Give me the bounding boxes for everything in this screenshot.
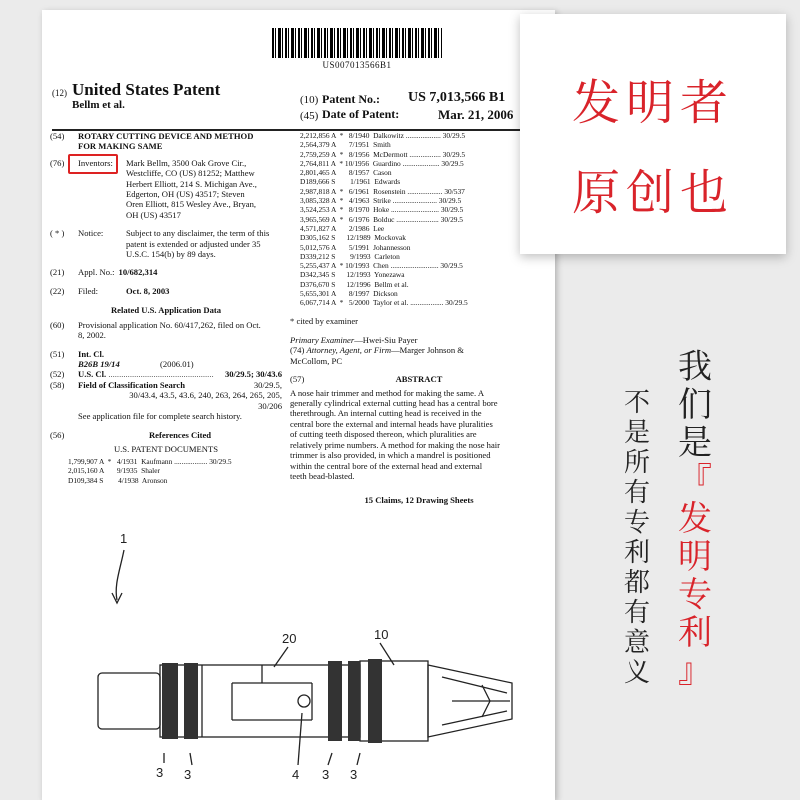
notice-label: Notice: bbox=[78, 228, 104, 239]
slogan-char: 不 bbox=[624, 388, 651, 418]
appl-number: 10/682,314 bbox=[118, 267, 158, 278]
reference-row: 2,987,818 A * 6/1961 Rosenstein ................... 30/537 bbox=[300, 186, 465, 196]
code-60: (60) bbox=[50, 319, 65, 330]
field-label: Field of Classification Search bbox=[78, 379, 186, 390]
patent-drawing bbox=[42, 515, 555, 800]
inventor-short: Bellm et al. bbox=[72, 99, 125, 111]
knurl-ring bbox=[348, 661, 360, 741]
reference-row: D189,666 S 1/1961 Edwards bbox=[300, 177, 401, 187]
reference-row: D376,670 S 12/1996 Bellm et al. bbox=[300, 279, 409, 289]
slogan-char: 有 bbox=[624, 598, 651, 628]
abstract-line: central bore the external and internal heads have pluralities bbox=[290, 418, 493, 429]
field-note: See application file for complete search history. bbox=[78, 410, 242, 421]
reference-row: D109,384 S 4/1938 Aronson bbox=[68, 475, 168, 485]
code-12: (12) bbox=[52, 88, 67, 98]
inventors-line: Herbert Elliott, 214 S. Michigan Ave., bbox=[126, 178, 257, 189]
patent-no-label: Patent No.: bbox=[322, 92, 380, 106]
field-line: 30/29.5, bbox=[253, 379, 282, 390]
reference-row: 2,801,465 A 8/1957 Cason bbox=[300, 168, 392, 178]
ref-3-leader-d bbox=[357, 753, 360, 765]
trimmer-end-cap bbox=[98, 673, 160, 729]
reference-row: 1,799,907 A * 4/1931 Kaufmann .................. 30/29.5 bbox=[68, 457, 232, 467]
refs-heading: References Cited bbox=[148, 430, 212, 441]
inventors-line: Edgerton, OH (US) 43517; Steven bbox=[126, 189, 245, 200]
barcode-number: US007013566B1 bbox=[322, 60, 392, 70]
field-line: 30/206 bbox=[258, 400, 282, 411]
slogan-left-column bbox=[624, 390, 650, 686]
reference-row: D342,345 S 12/1993 Yonezawa bbox=[300, 270, 405, 280]
slogan-char: 们 bbox=[678, 385, 712, 425]
abstract-line: of cutting teeth disposed thereon, which pluralities are bbox=[290, 429, 477, 440]
ref-10-leader bbox=[380, 643, 394, 665]
int-cl-label: Int. Cl. bbox=[78, 348, 105, 359]
attorney-name-2: McCollom, PC bbox=[290, 355, 343, 366]
slogan-char-red: 明 bbox=[678, 537, 712, 577]
patent-number: US 7,013,566 B1 bbox=[408, 90, 506, 105]
related-heading: Related U.S. Application Data bbox=[110, 305, 222, 316]
knurl-ring bbox=[162, 663, 178, 739]
ref-20-leader bbox=[274, 647, 288, 667]
slogan-char: 有 bbox=[624, 478, 651, 508]
abstract-line: relatively prime numbers. A method for making the nose hair bbox=[290, 439, 501, 450]
promo-card bbox=[520, 14, 786, 254]
code-76: (76) bbox=[50, 157, 65, 168]
slogan-bracket-open: 『 bbox=[678, 461, 712, 501]
code-54: (54) bbox=[50, 131, 65, 141]
ref-3-leader-b bbox=[190, 753, 192, 765]
inventors-line: Oren Elliott, 815 Wesley Ave., Bryan, bbox=[126, 199, 257, 210]
abstract-line: generally cylindrical external cutting head has a central bore bbox=[290, 398, 498, 409]
abstract-line: therethrough. An internal cutting head is received in the bbox=[290, 408, 482, 419]
abstract-heading: ABSTRACT bbox=[395, 374, 443, 385]
trimmer-hole bbox=[298, 695, 310, 707]
fig-number-label: 1 bbox=[120, 531, 128, 546]
promo-line-1: 发明者 bbox=[571, 75, 734, 131]
reference-row: 3,524,253 A * 8/1970 Hoke .......................... 30/29.5 bbox=[300, 205, 464, 215]
reference-row: 6,067,714 A * 5/2000 Taylor et al. .................. 30/29.5 bbox=[300, 298, 468, 308]
us-cl-value: 30/29.5; 30/43.6 bbox=[224, 369, 282, 380]
slogan-char-red: 利 bbox=[678, 613, 712, 653]
code-45: (45) bbox=[300, 110, 319, 122]
slogan-char: 所 bbox=[624, 448, 651, 478]
promo-line-2: 原创也 bbox=[571, 165, 734, 221]
cited-note: * cited by examiner bbox=[290, 315, 359, 326]
reference-row: 4,571,827 A 2/1986 Lee bbox=[300, 223, 385, 233]
fig-leader-line bbox=[116, 550, 124, 600]
code-10: (10) bbox=[300, 94, 319, 106]
abstract-line: teeth bead-blasted. bbox=[290, 470, 355, 481]
reference-row: 3,085,328 A * 4/1963 Strike ........................ 30/29.5 bbox=[300, 196, 462, 206]
reference-row: D305,162 S 12/1989 Mockovak bbox=[300, 233, 406, 243]
int-cl-value: B26B 19/14 bbox=[78, 358, 120, 369]
reference-row: 2,759,259 A * 8/1956 McDermott ................. 30/29.5 bbox=[300, 149, 466, 159]
ref-label-3: 3 bbox=[184, 767, 192, 782]
slogan-char: 是 bbox=[624, 418, 651, 448]
reference-row: 3,965,569 A * 6/1976 Bolduc ....................... 30/29.5 bbox=[300, 214, 464, 224]
ref-label-3: 3 bbox=[350, 767, 358, 782]
reference-row: 5,255,437 A * 10/1993 Chen .......................... 30/29.5 bbox=[300, 261, 463, 271]
ref-label-4: 4 bbox=[292, 767, 300, 782]
slogan-char: 利 bbox=[624, 538, 651, 568]
claims-summary: 15 Claims, 12 Drawing Sheets bbox=[364, 495, 474, 506]
knurl-ring bbox=[328, 661, 342, 741]
slogan-char: 是 bbox=[678, 423, 712, 463]
int-cl-year: (2006.01) bbox=[160, 358, 194, 369]
reference-row: 5,012,576 A 5/1991 Johannesson bbox=[300, 242, 411, 252]
inventors-highlight-box bbox=[68, 154, 118, 174]
code-notice: ( * ) bbox=[50, 228, 65, 239]
reference-row: 2,764,811 A * 10/1956 Guardino .................... 30/29.5 bbox=[300, 158, 464, 168]
ref-label-20: 20 bbox=[282, 631, 297, 646]
ref-4-leader bbox=[298, 713, 302, 765]
slogan-right-column bbox=[678, 347, 712, 691]
left-column: (54) ROTARY CUTTING DEVICE AND METHOD FOR MAKING SAME (76) Inventors: Mark Bellm, 3500 Oak Grove Cir., Westcliffe, CO (US) 81252; Matthew Herbert Elliott, 214 S. Michigan Ave., Edgerton, OH (US) 43517; Steven Oren Elliott, 815 Wesley Ave., Bryan, OH (US) 43517 ( * ) Notice: Subject to any disclaimer, the term of this patent is extended or adjusted under 35 U.S.C. 154(b) by 89 days. (21) Appl. No.: 10/682,314 (22) Filed: Oct. 8, 2003 Related U.S. Application Data (60) Provisional application No. 60/417,262, filed on Oct. 8, 2002. (51) Int. Cl. B26B 19/14 (2006.01) (52) U.S. Cl. ................................................. 30/29.5; 30/43.6 (58) Field of Classification Search 30/29.5, 30/43.4, 43.5, 43.6, 240, 263, 264, 265, 205, 30/206 See application file for complete search history. (56) References Cited U.S. PATENT DOCUMENTS 1,799,907 A * 4/1931 Kaufmann .................. 30/29.5 2,015,160 A 9/1935 Shaler D109,384 S 4/1938 Aronson bbox=[50, 131, 282, 485]
slogan-char: 专 bbox=[624, 508, 651, 538]
ref-3-leader-c bbox=[328, 753, 332, 765]
us-cl-label: U.S. Cl. bbox=[78, 369, 107, 380]
slogan-char: 都 bbox=[624, 568, 651, 598]
abstract-line: A nose hair trimmer and method for making the same. A bbox=[290, 387, 485, 398]
ref-label-10: 10 bbox=[374, 627, 389, 642]
reference-row: 5,655,301 A 8/1997 Dickson bbox=[300, 289, 398, 299]
code-22: (22) bbox=[50, 285, 65, 296]
inventors-line: Mark Bellm, 3500 Oak Grove Cir., bbox=[126, 157, 247, 168]
provisional-line: Provisional application No. 60/417,262, filed on Oct. bbox=[78, 319, 261, 330]
slogan-char: 义 bbox=[624, 658, 651, 688]
reference-row: D339,212 S 9/1993 Carleton bbox=[300, 251, 400, 261]
filed-label: Filed: bbox=[78, 285, 99, 296]
code-56: (56) bbox=[50, 430, 65, 441]
ref-label-3: 3 bbox=[322, 767, 330, 782]
knurled-rings bbox=[162, 659, 382, 743]
patent-document bbox=[42, 10, 555, 800]
abstract-line: trimmer is also provided, in which a mandrel is positioned bbox=[290, 450, 491, 461]
inventors-label: Inventors: bbox=[78, 157, 113, 168]
examiner-label: Primary Examiner bbox=[290, 335, 355, 346]
patent-type-title: United States Patent bbox=[72, 80, 221, 99]
knurl-ring bbox=[368, 659, 382, 743]
slogan-char-red: 发 bbox=[678, 499, 712, 539]
reference-row: 2,015,160 A 9/1935 Shaler bbox=[68, 466, 160, 476]
abstract-line: within the central bore of the external head and external bbox=[290, 460, 483, 471]
provisional-line: 8, 2002. bbox=[78, 330, 106, 341]
invention-title-line1: ROTARY CUTTING DEVICE AND METHOD bbox=[78, 131, 254, 141]
reference-row: 2,212,856 A * 8/1940 Dalkowitz ................... 30/29.5 bbox=[300, 131, 466, 140]
refs-subheading: U.S. PATENT DOCUMENTS bbox=[113, 443, 219, 454]
notice-line: U.S.C. 154(b) by 89 days. bbox=[126, 249, 216, 260]
code-74: (74) bbox=[290, 345, 305, 356]
slogan-char: 意 bbox=[624, 628, 651, 658]
code-58: (58) bbox=[50, 379, 65, 390]
code-57: (57) bbox=[290, 374, 305, 385]
right-column bbox=[290, 131, 548, 506]
code-52: (52) bbox=[50, 369, 65, 380]
reference-row: 2,564,379 A 7/1951 Smith bbox=[300, 140, 391, 150]
slogan-char-red: 专 bbox=[678, 575, 712, 615]
code-51: (51) bbox=[50, 348, 65, 359]
attorney-name: —Marger Johnson & bbox=[391, 345, 464, 356]
knurl-ring bbox=[184, 663, 198, 739]
date-label: Date of Patent: bbox=[322, 107, 400, 121]
patent-date: Mar. 21, 2006 bbox=[438, 107, 514, 122]
ref-label-3: 3 bbox=[156, 765, 164, 780]
inventors-line: Westcliffe, CO (US) 81252; Matthew bbox=[126, 168, 255, 179]
notice-line: patent is extended or adjusted under 35 bbox=[126, 238, 261, 249]
slogan-bracket-close: 』 bbox=[678, 651, 712, 691]
appl-label: Appl. No.: bbox=[78, 267, 115, 278]
notice-line: Subject to any disclaimer, the term of this bbox=[126, 228, 270, 239]
attorney-label: Attorney, Agent, or Firm bbox=[306, 345, 392, 356]
filed-date: Oct. 8, 2003 bbox=[126, 285, 170, 296]
slogan-char: 我 bbox=[678, 347, 712, 387]
barcode bbox=[272, 28, 442, 58]
code-21: (21) bbox=[50, 267, 65, 278]
examiner-name: —Hwei-Siu Payer bbox=[354, 335, 418, 346]
invention-title-line2: FOR MAKING SAME bbox=[78, 141, 163, 152]
inventors-line: OH (US) 43517 bbox=[126, 209, 181, 220]
field-line: 30/43.4, 43.5, 43.6, 240, 263, 264, 265, 205, bbox=[129, 390, 282, 401]
